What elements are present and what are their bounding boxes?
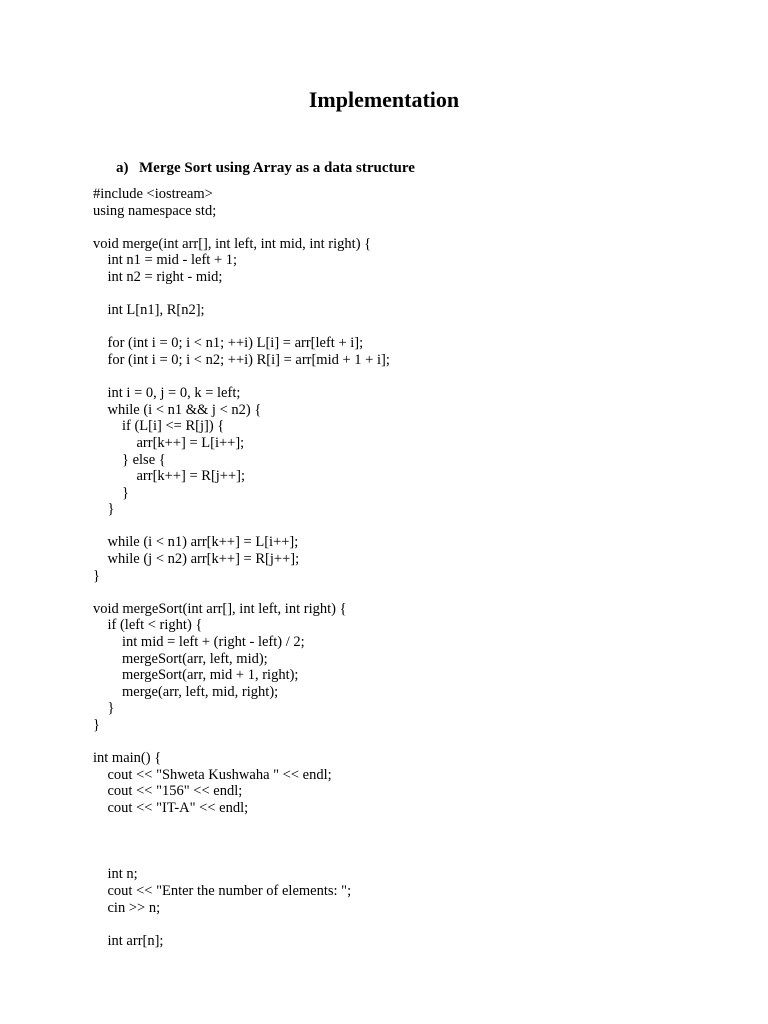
code-line: for (int i = 0; i < n2; ++i) R[i] = arr[mid + 1 + i]; — [93, 351, 390, 368]
section-heading-text: Merge Sort using Array as a data structure — [139, 160, 415, 176]
code-line: cin >> n; — [93, 899, 161, 916]
code-line — [93, 817, 390, 834]
code-line — [93, 850, 390, 867]
code-line: cout << "Shweta Kushwaha " << endl; — [93, 766, 332, 783]
code-line: int i = 0, j = 0, k = left; — [93, 385, 241, 402]
code-line: mergeSort(arr, mid + 1, right); — [93, 667, 299, 684]
page-title: Implementation — [308, 87, 460, 112]
code-line: } — [93, 717, 100, 733]
code-line: cout << "Enter the number of elements: "; — [93, 882, 352, 899]
code-line — [93, 833, 390, 850]
code-line: if (left < right) { — [93, 617, 203, 634]
code-line: merge(arr, left, mid, right); — [93, 683, 279, 700]
code-line: void merge(int arr[], int left, int mid, int right) { — [93, 235, 372, 252]
code-line: while (i < n1 && j < n2) { — [93, 401, 262, 418]
code-block — [93, 186, 390, 949]
list-marker: a) — [116, 160, 129, 176]
code-line: } — [93, 501, 115, 518]
code-line — [93, 734, 390, 751]
code-line: cout << "156" << endl; — [93, 783, 243, 800]
code-line: } — [93, 567, 100, 584]
code-line: int L[n1], R[n2]; — [93, 302, 205, 319]
code-line: while (i < n1) arr[k++] = L[i++]; — [93, 534, 299, 551]
code-line: for (int i = 0; i < n1; ++i) L[i] = arr[left + i]; — [93, 335, 364, 352]
code-line — [93, 518, 390, 535]
code-line — [93, 584, 390, 601]
code-line: } — [93, 700, 115, 717]
code-line: int n2 = right - mid; — [93, 268, 223, 285]
code-line: int n; — [93, 866, 138, 883]
code-line — [93, 916, 390, 933]
code-line: if (L[i] <= R[j]) { — [93, 418, 225, 435]
code-line: } — [93, 484, 129, 501]
code-line — [93, 369, 390, 386]
code-line: cout << "IT-A" << endl; — [93, 799, 249, 816]
code-line: arr[k++] = L[i++]; — [93, 434, 245, 451]
code-line: int main() { — [93, 750, 162, 767]
code-line: while (j < n2) arr[k++] = R[j++]; — [93, 551, 300, 568]
code-line — [93, 219, 390, 236]
code-line — [93, 319, 390, 336]
code-line: mergeSort(arr, left, mid); — [93, 650, 268, 667]
code-line: #include <iostream> — [93, 186, 213, 202]
code-line — [93, 286, 390, 303]
section-heading — [116, 159, 415, 177]
code-line: using namespace std; — [93, 202, 217, 219]
code-line: } else { — [93, 451, 166, 468]
code-line: void mergeSort(int arr[], int left, int right) { — [93, 600, 347, 617]
code-line: int arr[n]; — [93, 932, 164, 949]
code-line: arr[k++] = R[j++]; — [93, 468, 246, 485]
code-line: int n1 = mid - left + 1; — [93, 252, 238, 269]
code-line: int mid = left + (right - left) / 2; — [93, 634, 305, 651]
